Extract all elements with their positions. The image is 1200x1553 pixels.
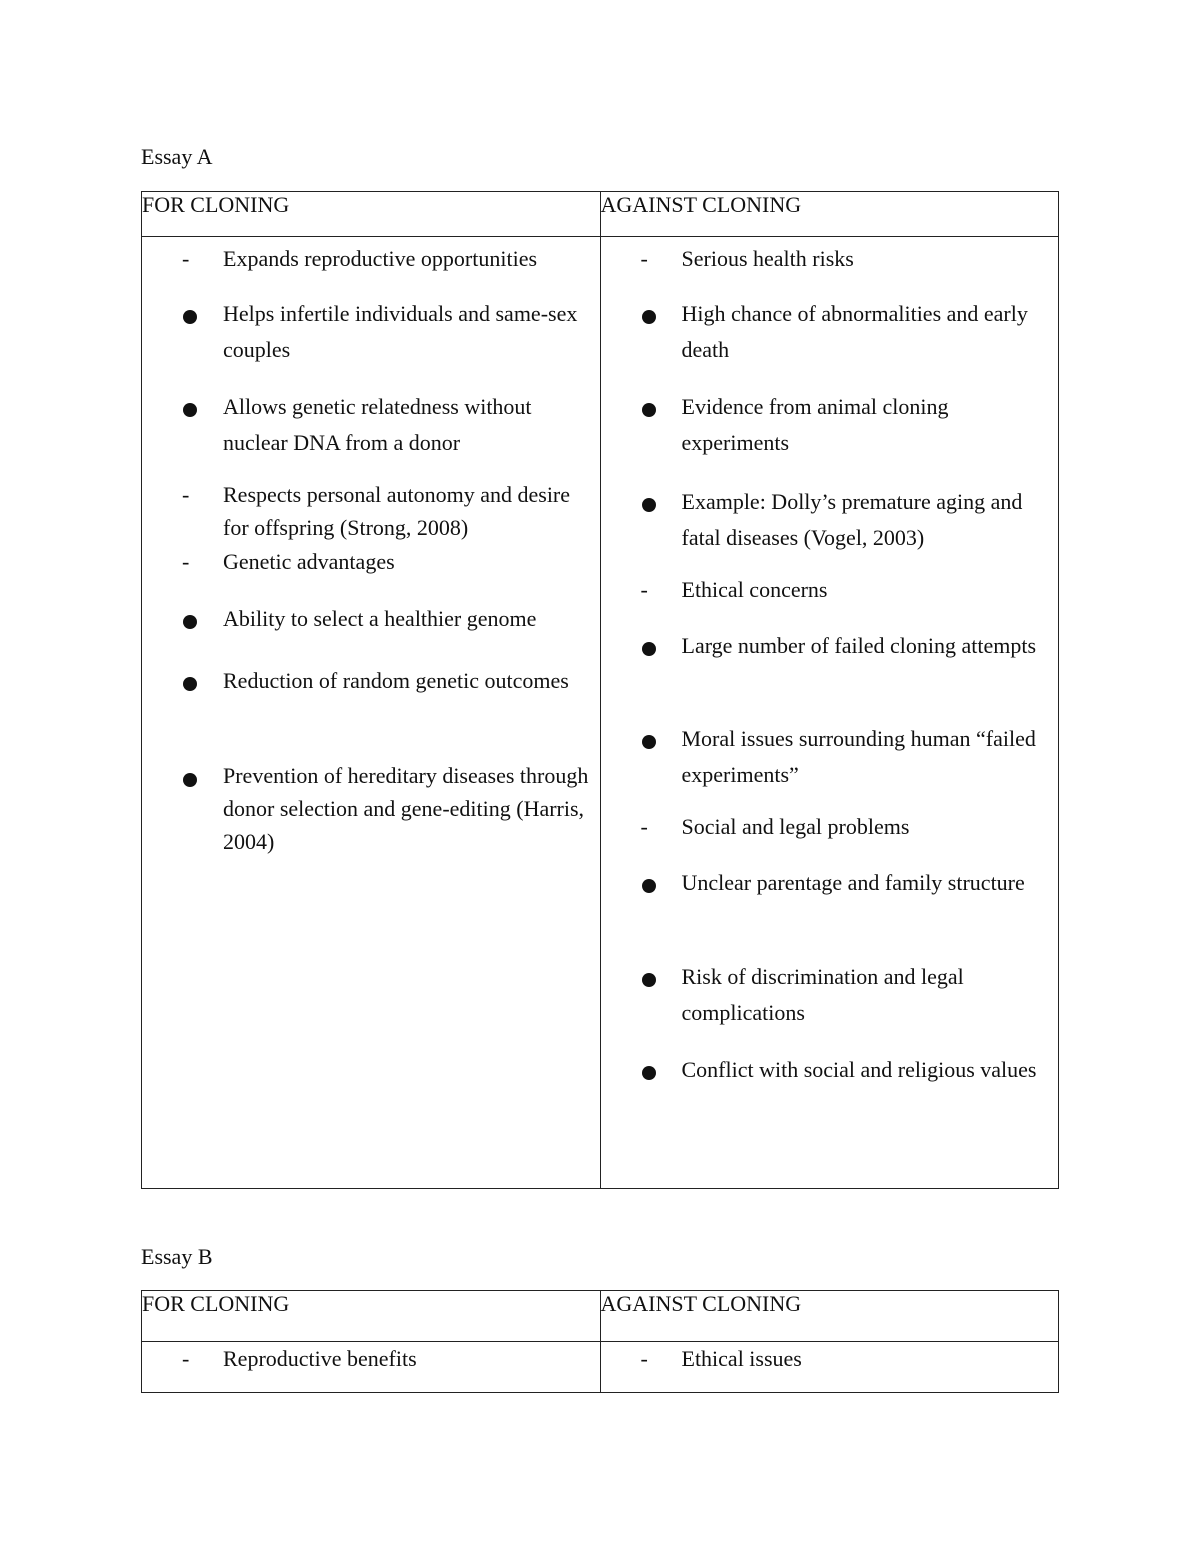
essay-a-against-item (601, 572, 1059, 608)
list-item-text: Ethical issues (681, 1346, 802, 1371)
bullet-icon (642, 879, 656, 893)
dash-marker: - (182, 1346, 190, 1371)
list-item-text: Ability to select a healthier genome (223, 606, 537, 631)
essay-a-for-item (142, 601, 600, 637)
essay-a-for-item (142, 296, 600, 368)
essay-a-against-item (601, 484, 1059, 556)
bullet-icon (642, 1066, 656, 1080)
list-item-text: Unclear parentage and family structure (681, 870, 1025, 895)
essay-a-for-header: FOR CLONING (142, 192, 601, 237)
dash-marker: - (182, 482, 190, 507)
essay-a-against-item (601, 1052, 1059, 1088)
essay-b-against-header: AGAINST CLONING (600, 1291, 1059, 1342)
list-item-text: Social and legal problems (681, 814, 910, 839)
list-item-text: Allows genetic relatedness without nuclear DNA from a donor (223, 394, 532, 455)
list-item-text: Helps infertile individuals and same-sex couples (223, 301, 578, 362)
list-item-text: Reduction of random genetic outcomes (223, 668, 569, 693)
dash-marker: - (640, 246, 648, 271)
list-item-text: High chance of abnormalities and early death (681, 301, 1028, 362)
essay-a-table (141, 191, 1059, 1189)
essay-b-for-item (142, 1341, 600, 1377)
bullet-icon (642, 973, 656, 987)
list-item-text: Reproductive benefits (223, 1346, 417, 1371)
list-item-text: Example: Dolly’s premature aging and fatal diseases (Vogel, 2003) (681, 489, 1023, 550)
essay-a-for-item (142, 478, 600, 544)
essay-b-against-item (601, 1341, 1059, 1377)
bullet-icon (642, 403, 656, 417)
essay-a-for-item (142, 389, 600, 461)
dash-marker: - (640, 577, 648, 602)
essay-a-for-item (142, 544, 600, 580)
list-item-text: Large number of failed cloning attempts (681, 633, 1037, 658)
essay-a-for-item (142, 241, 600, 277)
essay-a-against-item (601, 389, 1059, 461)
essay-a-for-item (142, 759, 600, 858)
list-item-text: Evidence from animal cloning experiments (681, 394, 949, 455)
essay-a-against-item (601, 296, 1059, 368)
essay-a-against-item (601, 721, 1059, 793)
list-item-text: Moral issues surrounding human “failed experiments” (681, 726, 1036, 787)
bullet-icon (642, 310, 656, 324)
list-item-text: Respects personal autonomy and desire for offspring (Strong, 2008) (223, 482, 571, 540)
list-item-text: Expands reproductive opportunities (223, 246, 538, 271)
bullet-icon (642, 498, 656, 512)
essay-b-for-header: FOR CLONING (142, 1291, 601, 1342)
essay-a-against-header: AGAINST CLONING (600, 192, 1059, 237)
essay-a-label: Essay A (141, 144, 213, 169)
dash-marker: - (640, 814, 648, 839)
bullet-icon (183, 773, 197, 787)
essay-a-against-item (601, 959, 1059, 1031)
bullet-icon (183, 403, 197, 417)
essay-b-table (141, 1290, 1059, 1393)
essay-b-against-column (600, 1342, 1059, 1393)
essay-a-for-column (142, 237, 601, 1189)
list-item-text: Serious health risks (681, 246, 854, 271)
bullet-icon (183, 677, 197, 691)
essay-a-against-item (601, 809, 1059, 845)
list-item-text: Ethical concerns (681, 577, 828, 602)
list-item-text: Risk of discrimination and legal complications (681, 964, 964, 1025)
list-item-text: Prevention of hereditary diseases through donor selection and gene-editing (Harris, 2004) (223, 763, 589, 854)
bullet-icon (642, 642, 656, 656)
essay-a-against-item (601, 865, 1059, 901)
essay-a-for-item (142, 663, 600, 699)
list-item-text: Conflict with social and religious values (681, 1057, 1037, 1082)
essay-b-for-column (142, 1342, 601, 1393)
essay-b-label: Essay B (141, 1244, 213, 1269)
essay-a-against-item (601, 628, 1059, 664)
list-item-text: Genetic advantages (223, 549, 395, 574)
dash-marker: - (182, 246, 190, 271)
dash-marker: - (182, 549, 190, 574)
essay-a-against-column (600, 237, 1059, 1189)
bullet-icon (183, 615, 197, 629)
essay-a-against-item (601, 241, 1059, 277)
bullet-icon (642, 735, 656, 749)
dash-marker: - (640, 1346, 648, 1371)
bullet-icon (183, 310, 197, 324)
